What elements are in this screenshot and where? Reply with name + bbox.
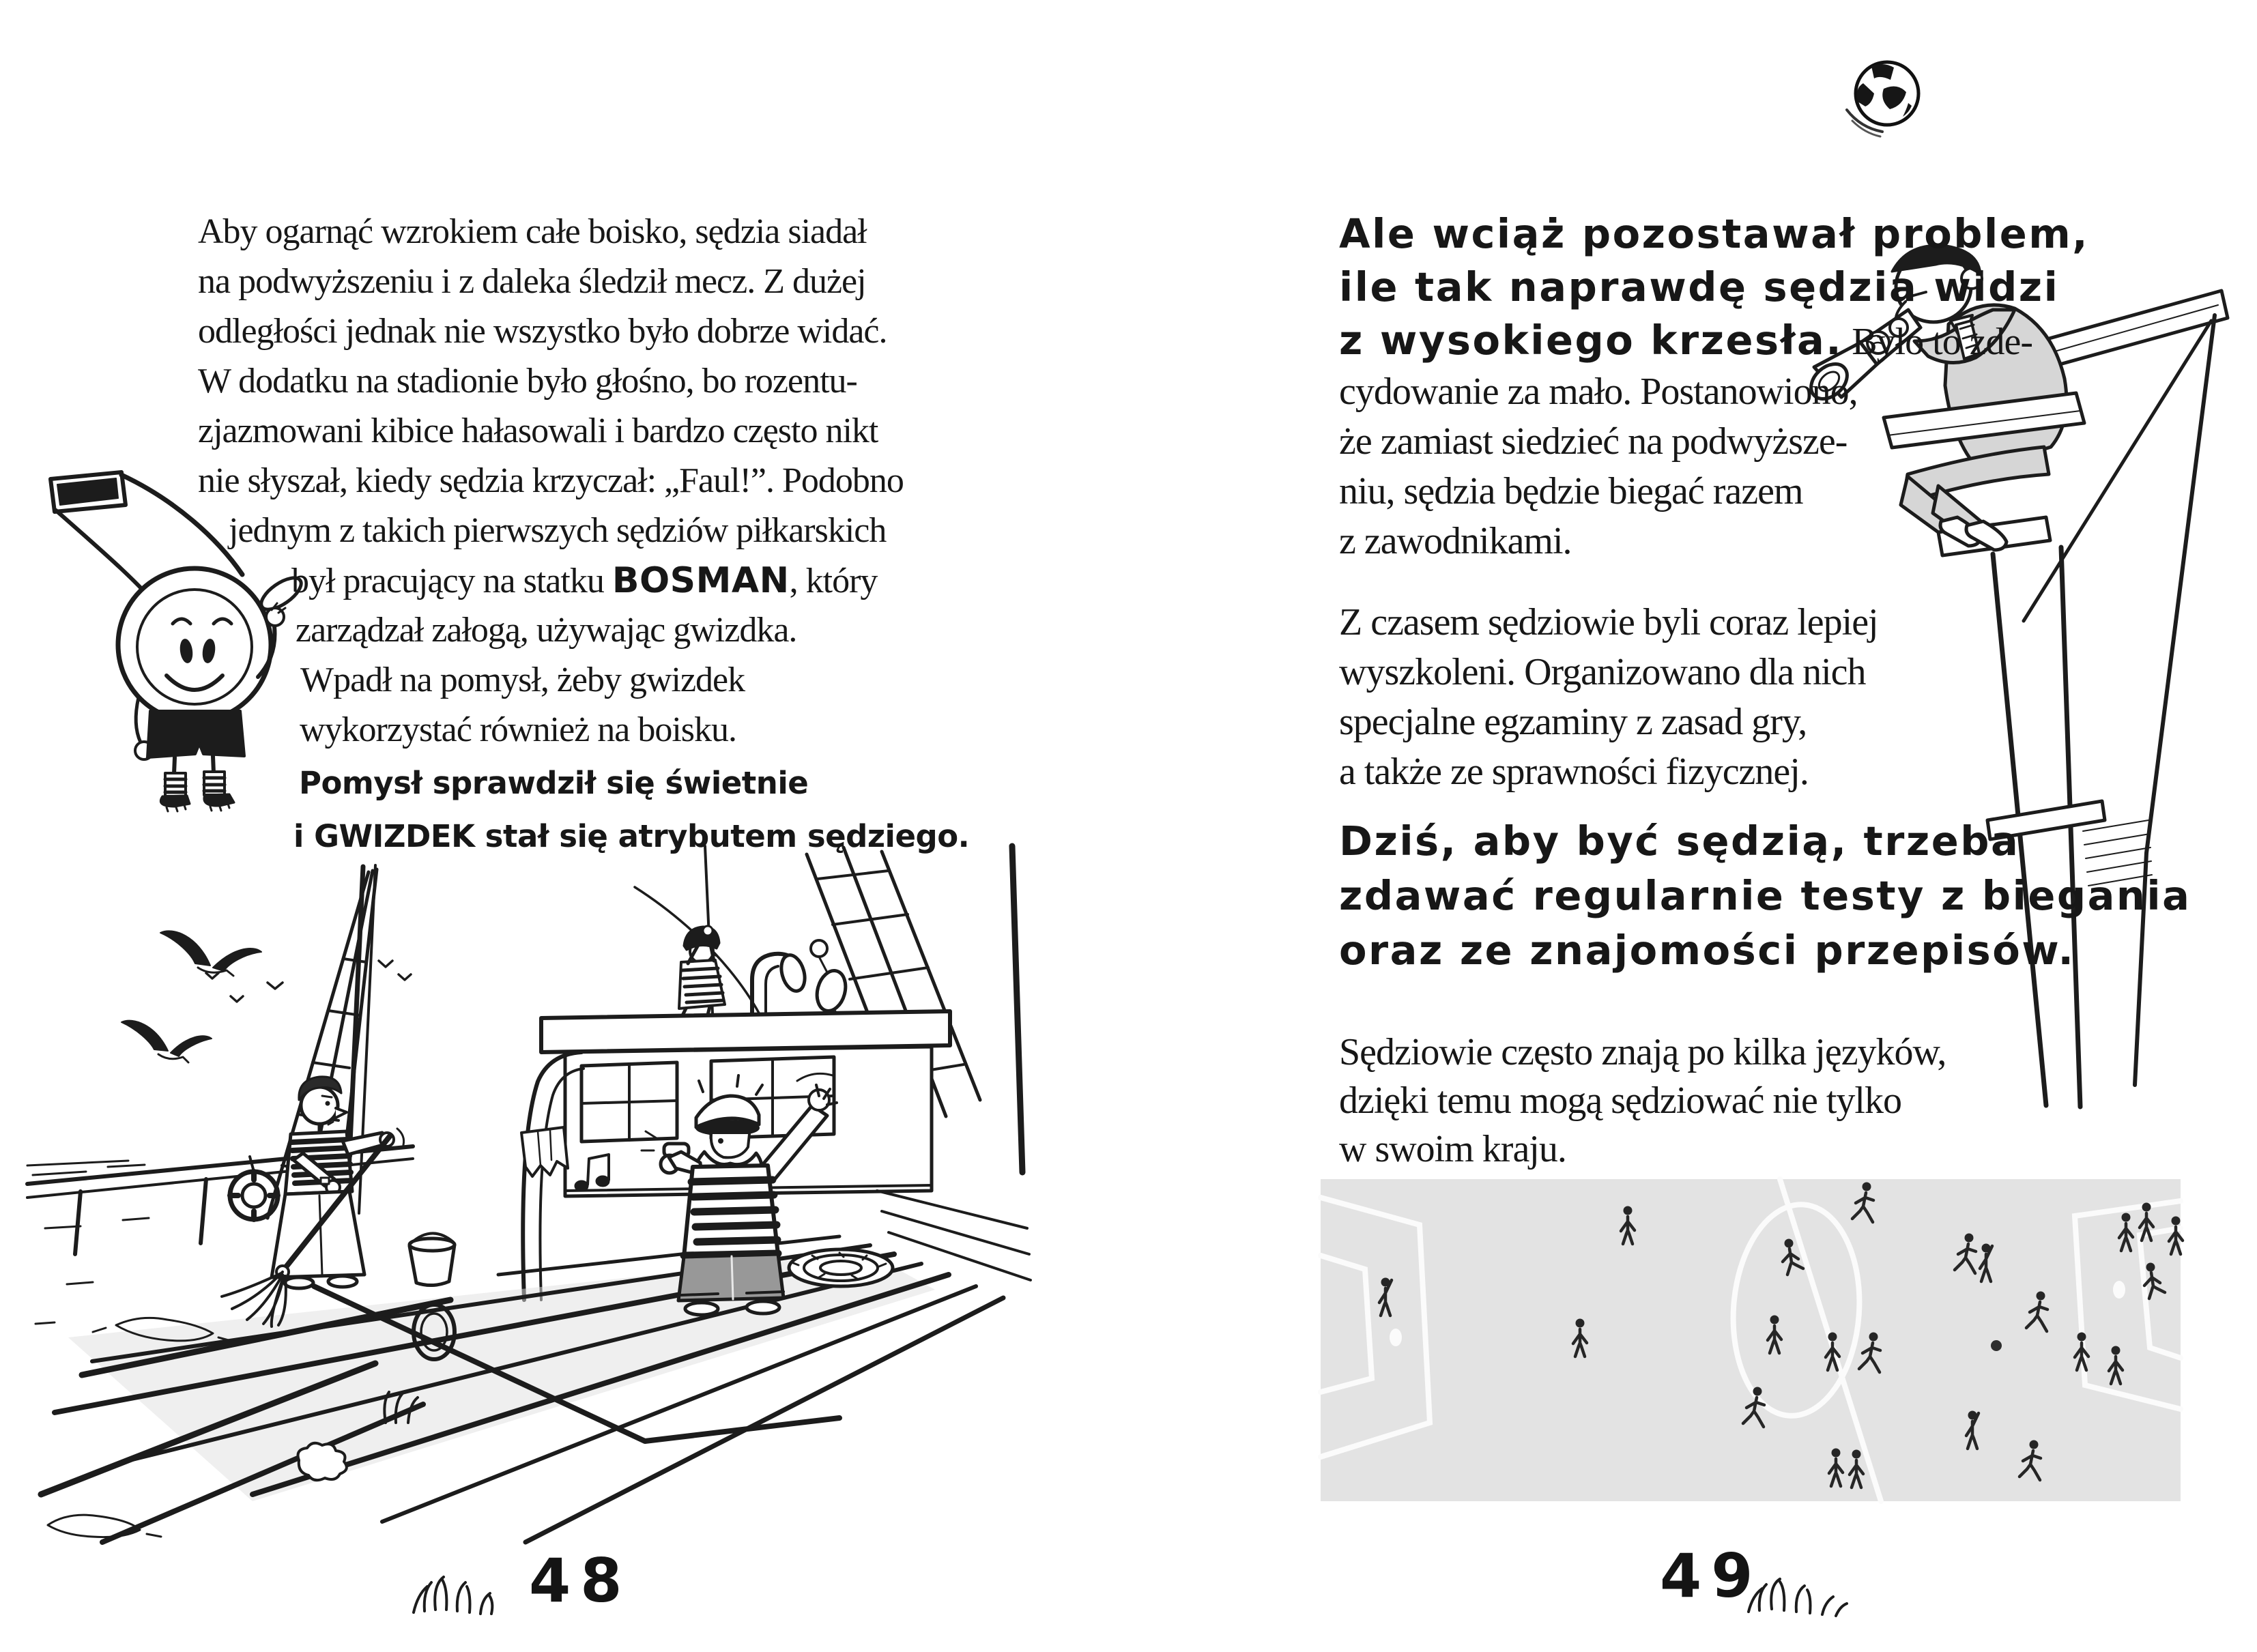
mast xyxy=(1012,846,1022,1172)
seagull-icon xyxy=(121,1021,212,1062)
text-line xyxy=(1339,650,2191,700)
text: Było to zde- xyxy=(1843,321,2033,363)
text: był pracujący na statku xyxy=(291,562,612,600)
text: zarządzał załogą, używając gwizdka. xyxy=(296,611,797,650)
text-line xyxy=(300,710,969,759)
text-line xyxy=(1339,1079,2191,1127)
penalty-spot xyxy=(1390,1329,1402,1346)
text-line xyxy=(1339,420,2191,469)
text-line xyxy=(198,461,969,510)
text-line xyxy=(1339,817,2191,872)
text-emphasis: z wysokiego krzesła. xyxy=(1339,317,1843,364)
text-line xyxy=(1339,1127,2191,1176)
text-line xyxy=(198,261,969,311)
sea-waves xyxy=(27,1161,149,1324)
ship-scene-illustration xyxy=(27,846,1051,1569)
text-line xyxy=(1339,469,2191,519)
text: w swoim kraju. xyxy=(1339,1128,1566,1170)
pitch-background xyxy=(1321,1179,2181,1501)
text: wykorzystać również na boisku. xyxy=(300,710,737,749)
text: dzięki temu mogą sędziować nie tylko xyxy=(1339,1079,1901,1122)
text-line xyxy=(198,212,969,261)
text-emphasis: zdawać regularnie testy z biegania xyxy=(1339,872,2191,919)
text-line xyxy=(1339,700,2191,750)
text-line xyxy=(291,560,969,610)
football xyxy=(1991,1340,2002,1351)
page-number-left: 48 xyxy=(529,1546,632,1616)
text-line xyxy=(1339,750,2191,800)
seagull-icon xyxy=(160,931,261,976)
soccer-ball-icon xyxy=(1843,58,1925,143)
text-line xyxy=(293,818,969,871)
text: a także ze sprawności fizycznej. xyxy=(1339,751,1809,793)
text-emphasis: oraz ze znajomości przepisów. xyxy=(1339,927,2075,974)
text: Z czasem sędziowie byli coraz lepiej xyxy=(1339,601,1878,643)
text: , który xyxy=(789,562,878,600)
text-line xyxy=(299,759,969,818)
text-line xyxy=(1339,872,2191,927)
text: nie słyszał, kiedy sędzia krzyczał: „Faul!”. Podobno xyxy=(198,461,904,500)
text: Aby ogarnąć wzrokiem całe boisko, sędzia siadał xyxy=(198,212,867,251)
text-line xyxy=(1339,1030,2191,1079)
water-splash xyxy=(48,1515,140,1537)
text-line xyxy=(229,510,969,560)
football-field-illustration xyxy=(1321,1179,2181,1501)
text-line xyxy=(1339,317,2191,370)
text-line xyxy=(198,311,969,361)
rope-coil xyxy=(789,1249,893,1286)
text-line xyxy=(1339,519,2191,569)
text: W dodatku na stadionie było głośno, bo rozentu- xyxy=(198,362,857,401)
text: Sędziowie często znają po kilka języków, xyxy=(1339,1031,1946,1073)
penalty-spot xyxy=(2113,1281,2125,1299)
right-page-text-block xyxy=(1339,210,2191,1176)
text: specjalne egzaminy z zasad gry, xyxy=(1339,701,1807,743)
text: Wpadł na pomysł, żeby gwizdek xyxy=(300,661,745,699)
text-emphasis: Ale wciąż pozostawał problem, xyxy=(1339,210,2090,257)
text: na podwyższeniu i z daleka śledził mecz. Z dużej xyxy=(198,262,866,301)
text-line xyxy=(1339,370,2191,420)
text: wyszkoleni. Organizowano dla nich xyxy=(1339,651,1866,693)
text-line xyxy=(1339,263,2191,317)
towel xyxy=(521,1127,568,1176)
page-number-right: 49 xyxy=(1660,1541,1763,1611)
text-emphasis: ile tak naprawdę sędzia widzi xyxy=(1339,263,2060,310)
text-line xyxy=(198,411,969,461)
text-line xyxy=(300,660,969,710)
text: zjazmowani kibice hałasowali i bardzo często nikt xyxy=(198,411,878,450)
text-line xyxy=(296,610,969,660)
left-page-text-block xyxy=(198,212,969,871)
paragraph-gap xyxy=(1339,800,2191,817)
text: jednym z takich pierwszych sędziów piłkarskich xyxy=(229,511,887,550)
text-line xyxy=(1339,600,2191,650)
text-emphasis: Dziś, aby być sędzią, trzeba xyxy=(1339,817,2020,865)
text: że zamiast siedzieć na podwyższe- xyxy=(1339,420,1848,463)
text: odległości jednak nie wszystko było dobrze widać. xyxy=(198,312,887,351)
text-line xyxy=(198,361,969,411)
text: cydowanie za mało. Postanowiono, xyxy=(1339,371,1858,413)
text-line xyxy=(1339,927,2191,981)
text: niu, sędzia będzie biegać razem xyxy=(1339,470,1803,512)
paragraph-gap xyxy=(1339,981,2191,1030)
text-emphasis: Pomysł sprawdził się świetnie xyxy=(299,765,809,801)
text: z zawodnikami. xyxy=(1339,520,1572,562)
bucket-icon xyxy=(409,1233,455,1285)
text-emphasis: i GWIZDEK stał się atrybutem sędziego. xyxy=(293,818,970,854)
text-line xyxy=(1339,210,2191,263)
distant-birds xyxy=(206,961,411,1002)
paragraph-gap xyxy=(1339,569,2191,600)
text-emphasis: BOSMAN xyxy=(612,560,790,601)
